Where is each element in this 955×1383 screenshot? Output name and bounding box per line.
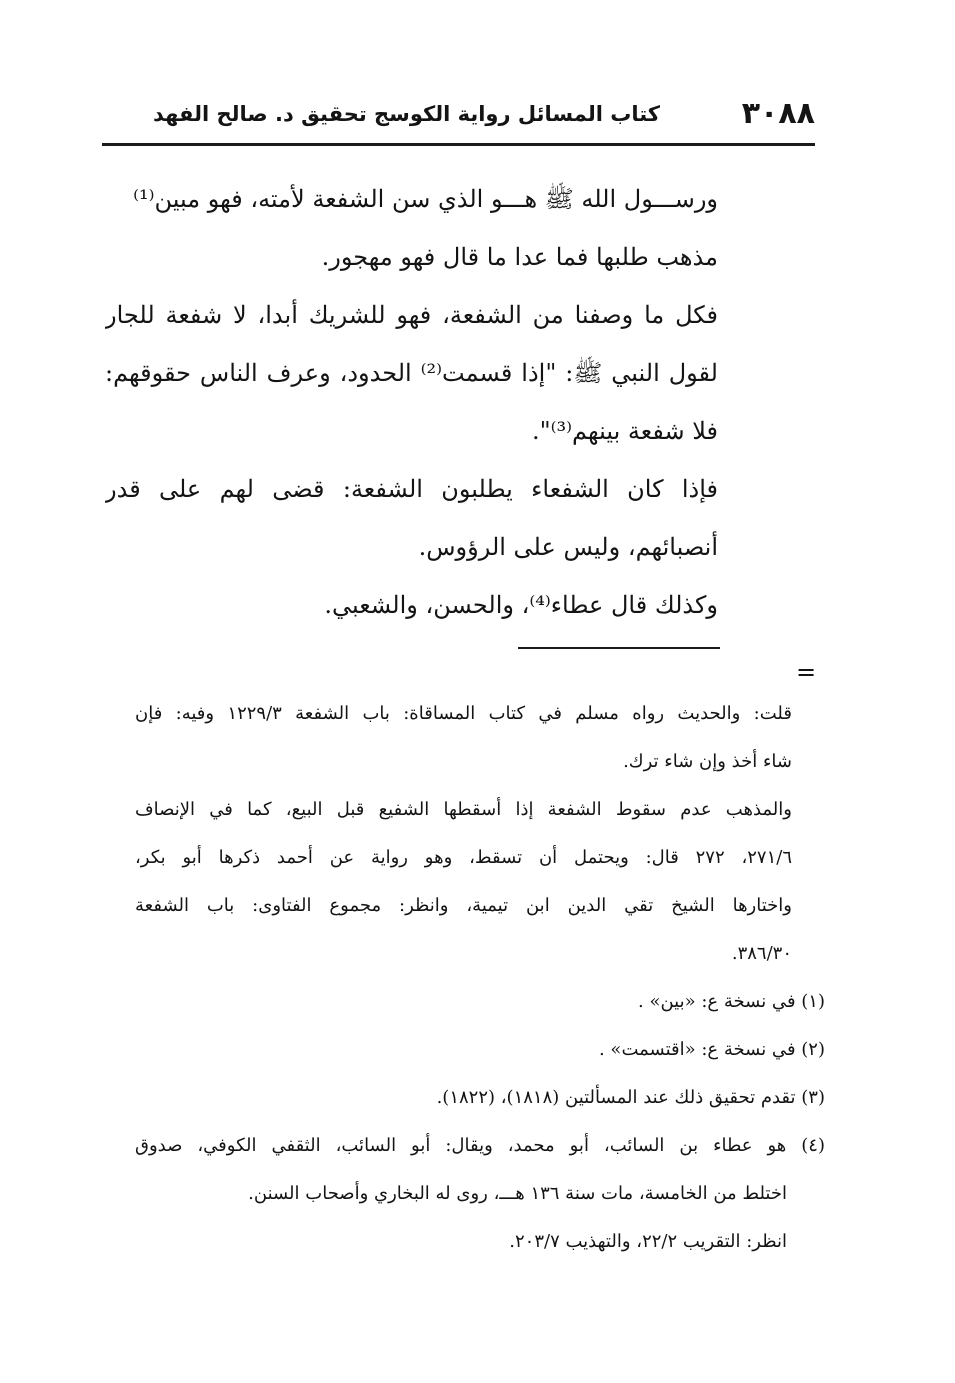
footnote-line: ٣٨٦/٣٠. bbox=[731, 943, 792, 964]
running-title: كتاب المسائل رواية الكوسج تحقيق د. صالح الفهد bbox=[153, 102, 660, 126]
main-text-line: فكل ما وصفنا من الشفعة، فهو للشريك أبدا، لا شفعة للجار bbox=[105, 301, 718, 329]
header-rule bbox=[102, 143, 815, 146]
main-text-line: فلا شفعة بينهم⁽³⁾". bbox=[531, 417, 718, 445]
footnote-line: واختارها الشيخ تقي الدين ابن تيمية، وانظر: مجموع الفتاوى: باب الشفعة bbox=[135, 895, 792, 916]
footnotes bbox=[135, 690, 825, 1266]
main-text-line: ورســـول الله ﷺ هـــو الذي سن الشفعة لأمته، فهو مبين⁽¹⁾ bbox=[133, 185, 718, 213]
page-header bbox=[102, 92, 815, 136]
footnote-line: قلت: والحديث رواه مسلم في كتاب المساقاة: باب الشفعة ١٢٢٩/٣ وفيه: فإن bbox=[135, 703, 792, 724]
main-text-line: مذهب طلبها فما عدا ما قال فهو مهجور. bbox=[321, 243, 718, 271]
footnote-item: (٤) هو عطاء بن السائب، أبو محمد، ويقال: أبو السائب، الثقفي الكوفي، صدوق bbox=[135, 1135, 825, 1156]
footnote-line: انظر: التقريب ٢٢/٢، والتهذيب ٢٠٣/٧. bbox=[509, 1231, 787, 1252]
footnote-separator bbox=[518, 647, 720, 649]
footnote-line: ٢٧١/٦، ٢٧٢ قال: ويحتمل أن تسقط، وهو رواية عن أحمد ذكرها أبو بكر، bbox=[135, 847, 793, 868]
footnote-item: (٢) في نسخة ع: «اقتسمت» . bbox=[598, 1039, 825, 1060]
footnote-line: والمذهب عدم سقوط الشفعة إذا أسقطها الشفيع قبل البيع، كما في الإنصاف bbox=[135, 799, 792, 820]
footnote-line: شاء أخذ وإن شاء ترك. bbox=[623, 751, 792, 772]
footnote-line: اختلط من الخامسة، مات سنة ١٣٦ هـــ، روى له البخاري وأصحاب السنن. bbox=[248, 1183, 787, 1204]
main-text-line: أنصبائهم، وليس على الرؤوس. bbox=[418, 533, 718, 561]
footnote-continued-mark: = bbox=[796, 658, 817, 686]
footnote-item: (٣) تقدم تحقيق ذلك عند المسألتين (١٨١٨)، (١٨٢٢). bbox=[436, 1087, 825, 1108]
main-text bbox=[105, 170, 718, 634]
page-number: ٣٠٨٨ bbox=[741, 96, 815, 131]
footnote-item: (١) في نسخة ع: «بين» . bbox=[638, 991, 825, 1012]
main-text-line: وكذلك قال عطاء⁽⁴⁾، والحسن، والشعبي. bbox=[324, 591, 718, 619]
main-text-line: فإذا كان الشفعاء يطلبون الشفعة: قضى لهم على قدر bbox=[105, 475, 718, 503]
main-text-line: لقول النبي ﷺ: "إذا قسمت⁽²⁾ الحدود، وعرف الناس حقوقهم: bbox=[105, 359, 718, 387]
